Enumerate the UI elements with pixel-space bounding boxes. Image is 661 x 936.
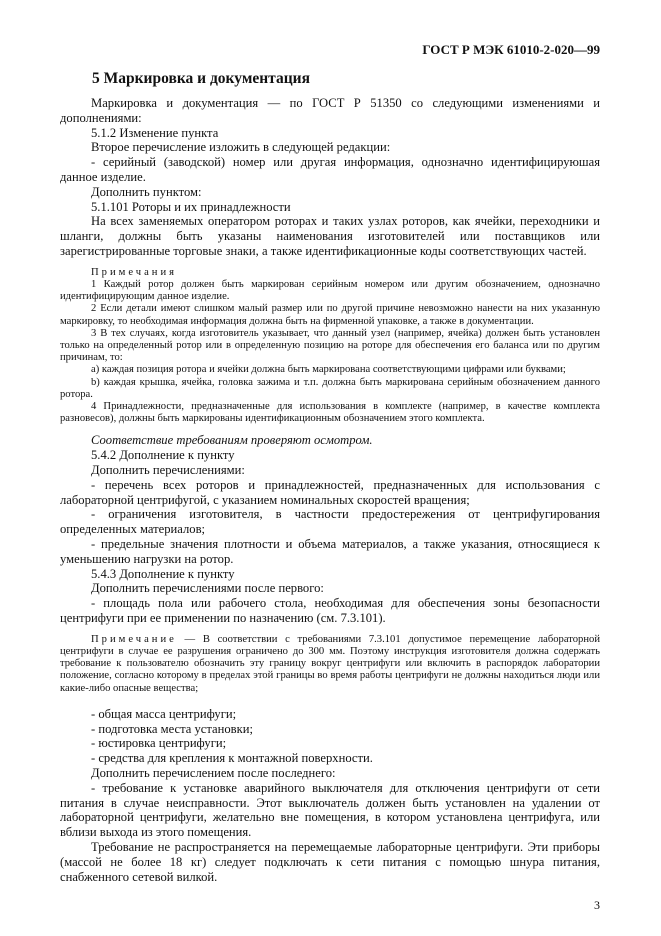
paragraph: На всех заменяемых оператором роторах и таких узлах роторов, как ячейки, переходники и шланги, должны быть указаны наименования изготовителей или поставщиков или зарегистрированные торговые знаки, а также идентификационные коды соответствующих частей. (60, 214, 600, 258)
list-item: - ограничения изготовителя, в частности предостережения от центрифугирования определенных материалов; (60, 507, 600, 537)
list-item: - юстировка центрифуги; (91, 736, 227, 751)
section-body-2 (60, 433, 600, 625)
list-item: - площадь пола или рабочего стола, необходимая для обеспечения зоны безопасности центрифуги при ее применении по назначению (см. 7.3.101). (60, 596, 600, 625)
note-text: — В соответствии с требованиями 7.3.101 допустимое перемещение лабораторной центрифуги в случае ее разрушения ограничено до 300 мм. Поэтому инструкция изготовителя должна содержать требование к пользователю обозначить эту границу вокруг центрифуги или включить в распорядок лаборатории положение, согласно которому в пределах этой границы во время работы центрифуги не должны находиться люди или какие-либо опасные вещества; (60, 633, 600, 694)
note: 3 В тех случаях, когда изготовитель указывает, что данный узел (например, ячейка) должен быть установлен только на определенный ротор или в определенную позицию на роторе для обеспечения его баланса или по другим причинам, то: (60, 327, 600, 364)
check-statement: Соответствие требованиям проверяют осмотром. (91, 433, 373, 448)
notes-heading: Примечания (91, 266, 177, 278)
note: а) каждая позиция ротора и ячейки должна быть маркирована соответствующими цифрами или буквами; (91, 364, 566, 376)
intro-paragraph: Маркировка и документация — по ГОСТ Р 51350 со следующими изменениями и дополнениями: (60, 96, 600, 125)
note: 4 Принадлежности, предназначенные для использования в комплекте (например, в качестве комплекта разновесов), должны быть маркированы идентификационным обозначением этого комплекта. (60, 401, 600, 425)
section-title: 5 Маркировка и документация (92, 70, 310, 87)
document-header: ГОСТ Р МЭК 61010-2-020—99 (422, 42, 600, 57)
notes-block (60, 267, 600, 426)
clause-5-4-2: 5.4.2 Дополнение к пункту (91, 448, 235, 463)
document-page (60, 0, 600, 912)
list-item: - общая масса центрифуги; (91, 706, 237, 721)
note (60, 634, 600, 695)
list-item: - подготовка места установки; (91, 721, 253, 736)
page-number: 3 (594, 898, 600, 913)
list-item: - средства для крепления к монтажной поверхности. (91, 751, 373, 766)
section-body-3 (60, 707, 600, 885)
section-body-1 (60, 96, 600, 259)
paragraph: Дополнить перечислениями после первого: (91, 581, 324, 596)
note: b) каждая крышка, ячейка, головка зажима и т.п. должна быть маркирована серийным обозначением данного ротора. (60, 376, 600, 400)
paragraph: Требование не распространяется на перемещаемые лабораторные центрифуги. Эти приборы (массой не более 18 кг) следует подключать к сети питания с помощью шнура питания, снабженного сетевой вилкой. (60, 839, 600, 884)
paragraph: Дополнить перечислением после последнего: (91, 765, 336, 780)
paragraph: Второе перечисление изложить в следующей редакции: (91, 140, 391, 155)
clause-5-4-3: 5.4.3 Дополнение к пункту (91, 566, 235, 581)
paragraph: Дополнить перечислениями: (91, 463, 245, 477)
paragraph: Дополнить пунктом: (91, 184, 202, 199)
note-block (60, 634, 600, 695)
clause-5-1-2: 5.1.2 Изменение пункта (91, 125, 219, 140)
note: 2 Если детали имеют слишком малый размер или по другой причине невозможно нанести на них указанную маркировку, то необходимая информация должна быть на фирменной упаковке, а также в документации. (60, 303, 600, 327)
note: 1 Каждый ротор должен быть маркирован серийным номером или другим обозначением, однозначно идентифицирующим данное изделие. (60, 278, 600, 303)
list-item: - требование к установке аварийного выключателя для отключения центрифуги от сети питания в случае неисправности. Этот выключатель должен быть установлен на удалении от лабораторной центрифуги, желательно вне помещения, в котором установлена центрифуга, или вблизи выхода из этого помещения. (60, 780, 600, 840)
list-item: - серийный (заводской) номер или другая информация, однозначно идентифицируюшая данное изделие. (60, 155, 600, 184)
note-label: Примечание (91, 633, 177, 645)
clause-5-1-101: 5.1.101 Роторы и их принадлежности (91, 199, 291, 214)
list-item: - предельные значения плотности и объема материалов, а также указания, относящиеся к уменьшению нагрузки на ротор. (60, 536, 600, 566)
list-item: - перечень всех роторов и принадлежностей, предназначенных для использования с лабораторной центрифугой, с указанием номинальных скоростей вращения; (60, 477, 600, 507)
